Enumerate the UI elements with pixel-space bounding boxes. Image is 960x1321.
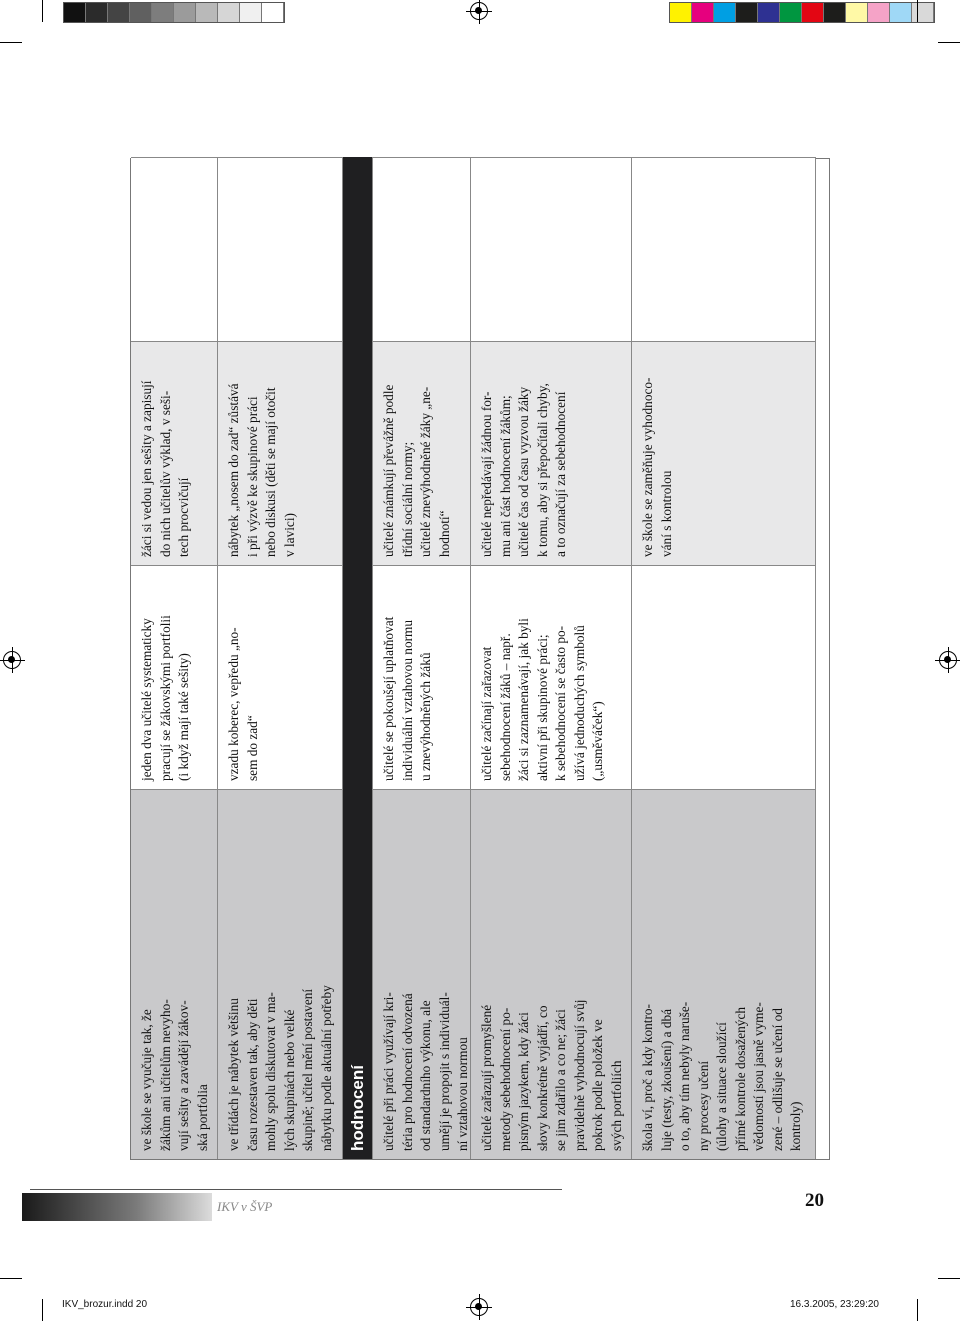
table-cell <box>373 341 471 565</box>
cell-text: učitelé se pokoušejí uplatňovat individuální vztahovou normu u znevýhodněných žáků <box>381 616 433 781</box>
table-cell <box>131 341 218 565</box>
color-swatch <box>890 3 912 22</box>
section-heading: hodnocení <box>343 157 373 1159</box>
grey-swatch <box>108 3 130 22</box>
table-cell <box>373 565 471 789</box>
cell-text: žáci si vedou jen sešity a zapisují do nich učitelův výklad, v seši- tech procvičují <box>139 380 191 557</box>
registration-mark-left-icon <box>3 651 21 669</box>
color-calibration-bar <box>669 2 935 23</box>
table-cell <box>471 789 632 1159</box>
grey-swatch <box>262 3 284 22</box>
color-swatch <box>868 3 890 22</box>
grey-swatch <box>196 3 218 22</box>
table-cell <box>632 341 816 565</box>
cell-text: vzadu koberec, vepředu „no- sem do zad“ <box>226 627 260 781</box>
color-swatch <box>758 3 780 22</box>
table-cell <box>632 789 816 1159</box>
footer-gradient-bar <box>22 1193 212 1221</box>
grey-swatch <box>218 3 240 22</box>
grey-swatch <box>174 3 196 22</box>
table-cell <box>632 565 816 789</box>
table-cell <box>373 157 471 341</box>
table-cell <box>471 341 632 565</box>
table-cell <box>471 565 632 789</box>
color-swatch <box>736 3 758 22</box>
grey-calibration-bar <box>63 2 285 23</box>
rotated-table-wrapper <box>130 158 830 1160</box>
crop-mark <box>0 1278 22 1279</box>
color-swatch <box>714 3 736 22</box>
registration-mark-bottom-icon <box>470 1298 488 1316</box>
slug-date: 16.3.2005, 23:29:20 <box>790 1299 879 1310</box>
registration-mark-top-icon <box>470 2 488 20</box>
crop-mark <box>917 0 918 22</box>
crop-mark <box>42 1299 43 1321</box>
slug-file-name: IKV_brozur.indd 20 <box>62 1299 148 1310</box>
crop-mark <box>42 0 43 22</box>
table-cell <box>131 157 218 341</box>
color-swatch <box>846 3 868 22</box>
color-swatch <box>670 3 692 22</box>
grey-swatch <box>64 3 86 22</box>
color-swatch <box>692 3 714 22</box>
color-swatch <box>780 3 802 22</box>
crop-mark <box>0 42 22 43</box>
cell-text: učitelé zařazují promyšlené metody sebehodnocení po- pisným jazykem, kdy žáci słovy konkrétně vyjádří, co se jim zdařilo a co ne; žáci pravidelně vyhodnocují svůj pokrok podle položek ve svých portfoliích <box>479 999 624 1151</box>
table-cell <box>632 157 816 341</box>
table-cell <box>218 565 343 789</box>
color-swatch <box>802 3 824 22</box>
cell-text: škola ví, proč a kdy kontro- luje (testy, zkoušení) a dbá o to, aby tím nebyly naruše- ny procesy učení (úlohy a situace sloužící přímé kontrole dosažených vědomostí jsou jasně vyme- zené – odlišuje se učení od kontroly) <box>640 1001 803 1151</box>
grey-swatch <box>240 3 262 22</box>
footer-rule <box>30 1189 562 1190</box>
registration-mark-right-icon <box>939 651 957 669</box>
color-swatch <box>824 3 846 22</box>
table-cell <box>131 789 218 1159</box>
table-cell <box>373 789 471 1159</box>
cell-text: učitelé známkují převážně podle třídní sociální normy; učitelé znevýhodněné žáky „ne- hodnotí“ <box>381 384 452 557</box>
grey-swatch <box>152 3 174 22</box>
table-cell <box>131 565 218 789</box>
crop-mark <box>938 1278 960 1279</box>
running-title: IKV v ŠVP <box>217 1199 273 1214</box>
table-cell <box>218 341 343 565</box>
crop-mark <box>938 42 960 43</box>
grey-swatch <box>130 3 152 22</box>
cell-text: ve škole se vyučuje tak, že žákům ani učitelům nevyho- vují sešity a zavádějí žákov- ská portfolia <box>139 999 210 1151</box>
crop-mark <box>917 1299 918 1321</box>
cell-text: ve třídách je nábytek většinu času rozestaven tak, aby děti mohly spolu diskutovat v ma- lých skupinách nebo velké skupině; učitel mění postavení nábytku podle aktuální potřeby <box>226 985 334 1151</box>
cell-text: učitelé při práci využívají kri- téria pro hodnocení odvozená od standardního výkonu, ale umějí je propojit s individuál- ní vztahovou normou <box>381 992 470 1151</box>
cell-text: ve škole se zaměňuje vyhodnoco- vání s kontrolou <box>640 377 674 557</box>
color-swatch <box>912 3 934 22</box>
cell-text: nábytek „nosem do zad“ zůstává i při výzvě ke skupinové práci nebo diskusi (děti se mají otočit v lavici) <box>226 383 297 557</box>
evaluation-table <box>130 158 830 1160</box>
page-number: 20 <box>805 1190 824 1211</box>
grey-swatch <box>86 3 108 22</box>
cell-text: jeden dva učitelé systematicky pracují se žákovskými portfolii (i když mají také sešity) <box>139 615 191 781</box>
table-cell <box>218 157 343 341</box>
cell-text: učitelé nepředávají žádnou for- mu ani část hodnocení žákům; učitelé čas od času vyzvou žáky k tomu, aby si přepočítali chyby, a to označují za sebehodnocení <box>479 383 568 557</box>
table-cell <box>471 157 632 341</box>
table-cell <box>218 789 343 1159</box>
cell-text: učitelé začínají zařazovat sebehodnocení žáků – např. žáci si zaznamenávají, jak byli aktivní při skupinové práci; k sebehodnocení se často po- užívá jednoduchých symbolů („usměváček“) <box>479 618 605 781</box>
